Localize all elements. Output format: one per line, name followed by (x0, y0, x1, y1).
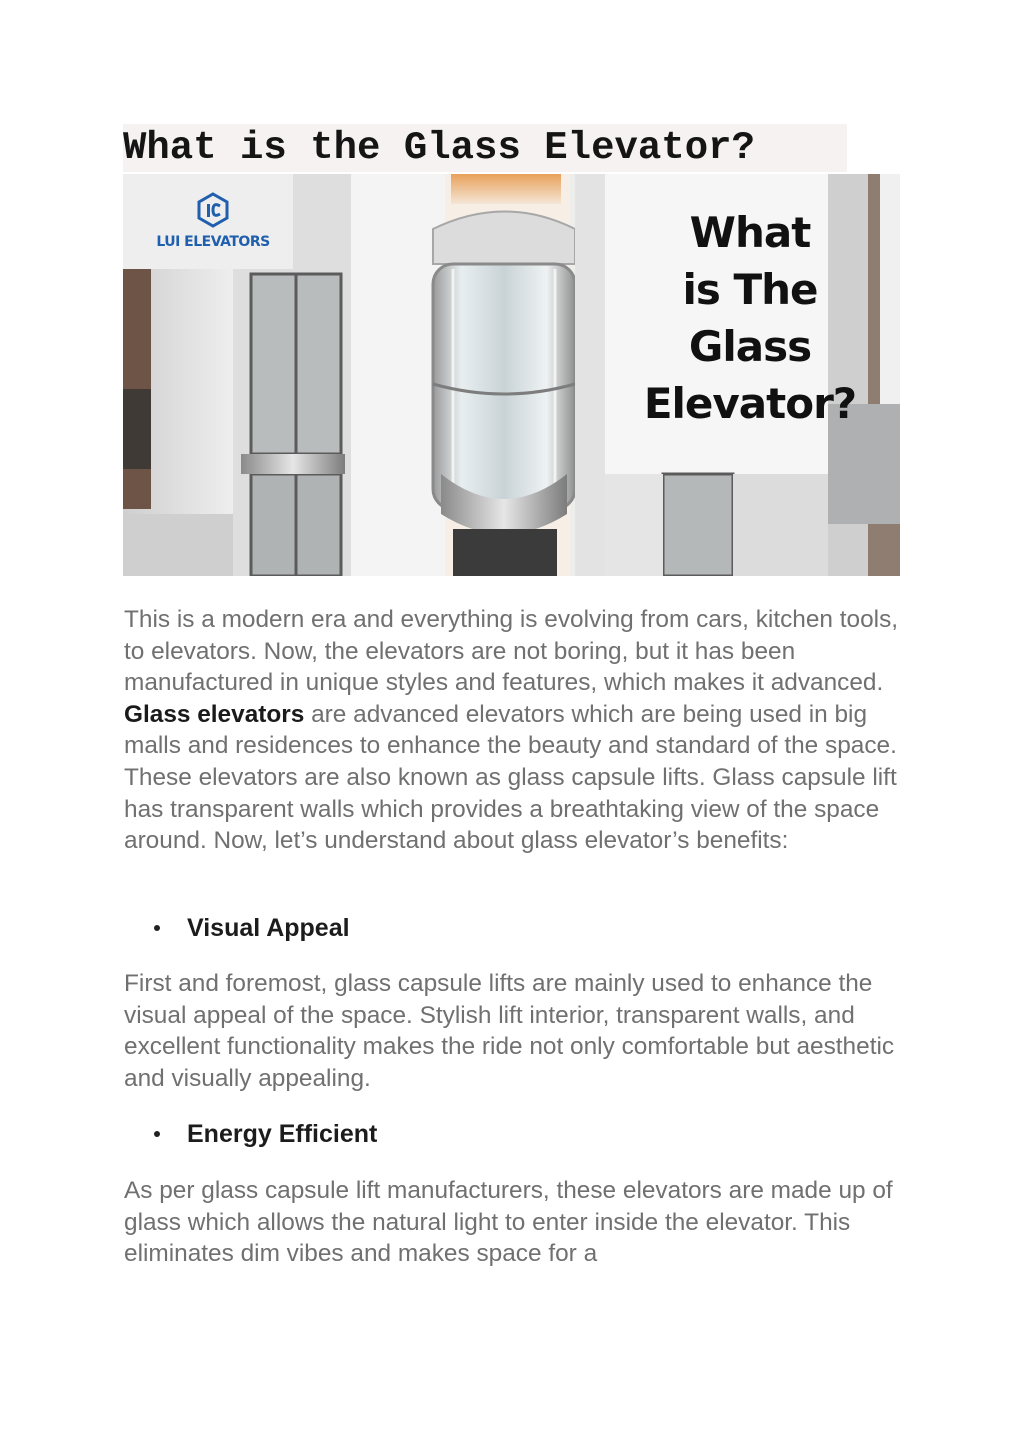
intro-paragraph (124, 604, 909, 857)
hero-image (123, 174, 900, 576)
section-paragraph: As per glass capsule lift manufacturers, these elevators are made up of glass which allows the natural light to enter inside the elevator. This eliminates dim vibes and makes space for a (124, 1177, 893, 1268)
brand-name: LUI ELEVATORS (156, 234, 270, 250)
bullet-dot-icon (154, 925, 160, 931)
bullet-item (124, 912, 724, 944)
section-paragraph: First and foremost, glass capsule lifts are mainly used to enhance the visual appeal of the space. Stylish lift interior, transparent walls, and excellent functionality makes the ride not only comfortable but aesthetic and visually appealing. (124, 970, 895, 1092)
hero-overlay-line: is The (682, 265, 818, 314)
brand-logo (153, 192, 273, 262)
hero-overlay-line: Glass (688, 322, 812, 371)
hero-overlay-text (605, 204, 895, 432)
hero-overlay-line: What (689, 208, 811, 257)
bullet-item (124, 1118, 724, 1150)
logo-mark-icon (197, 192, 229, 228)
intro-text-after: are advanced elevators which are being used in big malls and residences to enhance the beauty and standard of the space. These elevators are also known as glass capsule lifts. Glass capsule lift has transparent walls which provides a breathtaking view of the space around. Now, let’s understand about glass elevator’s benefits: (124, 700, 897, 855)
intro-text-before: This is a modern era and everything is evolving from cars, kitchen tools, to elevators. Now, the elevators are not boring, but it has been manufactured in unique styles and features, which makes it advanced. (124, 606, 899, 697)
page-title: What is the Glass Elevator? (123, 126, 755, 170)
section-heading: Energy Efficient (187, 1120, 378, 1148)
hero-overlay-line: Elevator? (643, 379, 857, 428)
bullet-dot-icon (154, 1131, 160, 1137)
section-heading: Visual Appeal (187, 914, 350, 942)
intro-bold-link: Glass elevators (124, 700, 305, 728)
